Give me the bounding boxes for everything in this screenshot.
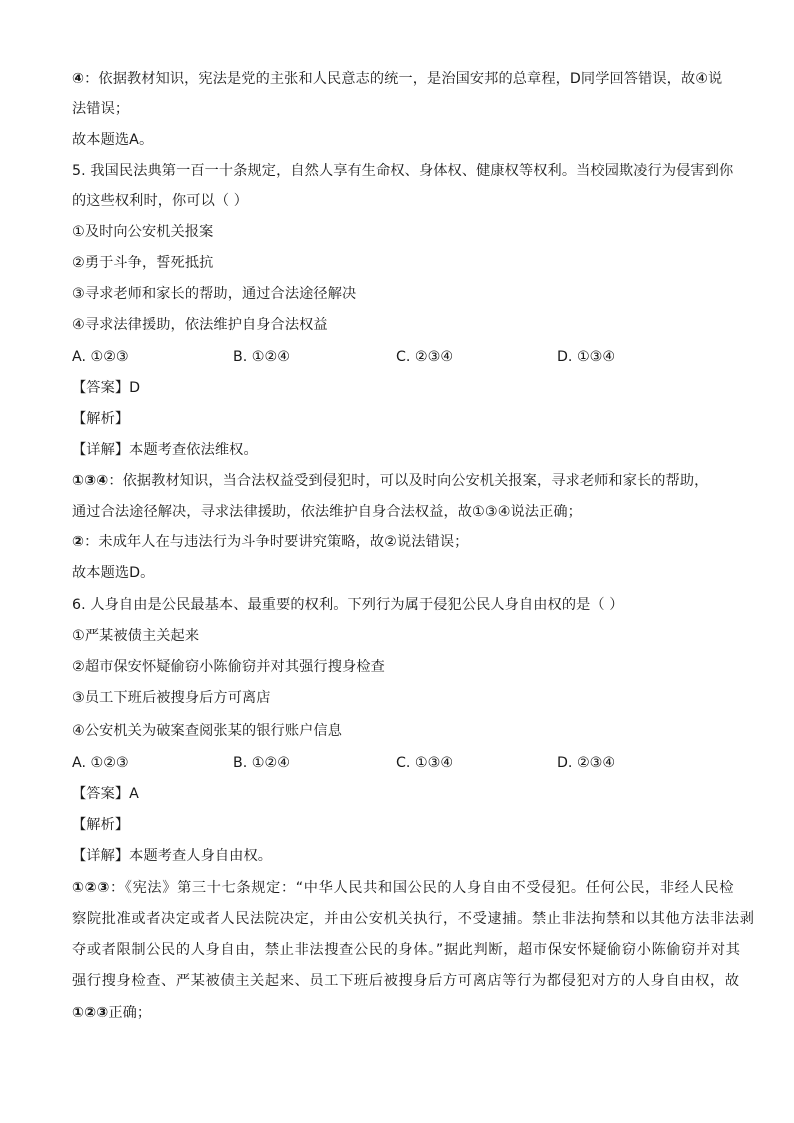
question-6-stem: 6. 人身自由是公民最基本、最重要的权利。下列行为属于侵犯公民人身自由权的是（ ） [72, 597, 624, 613]
statement-item: ②勇于斗争，誓死抵抗 [72, 255, 214, 271]
text-line: 故本题选A。 [72, 132, 154, 148]
statement-item: ②超市保安怀疑偷窃小陈偷窃并对其强行搜身检查 [72, 659, 385, 675]
statement-item: ④公安机关为破案查阅张某的银行账户信息 [72, 723, 342, 739]
text-line: ②：未成年人在与违法行为斗争时要讲究策略，故②说法错误； [72, 534, 469, 550]
answer-label: 【答案】A [72, 786, 139, 802]
detail-label: 【详解】本题考查依法维权。 [72, 442, 258, 458]
text-line: 法错误； [72, 101, 130, 117]
option-a: A. ①②③ [72, 349, 129, 365]
text-line: 强行搜身检查、严某被债主关起来、员工下班后被搜身后方可离店等行为都侵犯对方的人身自由权，故 [72, 973, 740, 989]
text-line: ①②③：《宪法》第三十七条规定：“中华人民共和国公民的人身自由不受侵犯。任何公民，非经人民检 [72, 880, 735, 896]
option-c: C. ①③④ [396, 755, 454, 771]
text-line: 夺或者限制公民的人身自由，禁止非法搜查公民的身体。”据此判断，超市保安怀疑偷窃小陈偷窃并对其 [72, 942, 741, 958]
text-line: ①②③正确； [72, 1005, 152, 1021]
statement-item: ③寻求老师和家长的帮助，通过合法途径解决 [72, 286, 357, 302]
option-d: D. ①③④ [557, 349, 616, 365]
answer-label: 【答案】D [72, 380, 141, 396]
option-d: D. ②③④ [557, 755, 616, 771]
analysis-label: 【解析】 [72, 411, 130, 427]
option-c: C. ②③④ [396, 349, 454, 365]
analysis-label: 【解析】 [72, 817, 130, 833]
question-5-stem-cont: 的这些权利时，你可以（ ） [72, 193, 249, 209]
option-a: A. ①②③ [72, 755, 129, 771]
text-line: ④：依据教材知识，宪法是党的主张和人民意志的统一，是治国安邦的总章程，D同学回答错误，故④说 [72, 71, 723, 87]
detail-label: 【详解】本题考查人身自由权。 [72, 848, 273, 864]
question-5-stem: 5. 我国民法典第一百一十条规定，自然人享有生命权、身体权、健康权等权利。当校园欺凌行为侵害到你 [72, 163, 734, 179]
statement-item: ①及时向公安机关报案 [72, 224, 214, 240]
statement-item: ③员工下班后被搜身后方可离店 [72, 690, 271, 706]
statement-item: ①严某被债主关起来 [72, 628, 200, 644]
text-line: 察院批准或者决定或者人民法院决定，并由公安机关执行，不受逮捕。禁止非法拘禁和以其他方法非法剥 [72, 911, 755, 927]
text-line: ①③④：依据教材知识，当合法权益受到侵犯时，可以及时向公安机关报案，寻求老师和家长的帮助， [72, 473, 709, 489]
text-line: 故本题选D。 [72, 565, 155, 581]
option-b: B. ①②④ [233, 755, 290, 771]
option-b: B. ①②④ [233, 349, 290, 365]
statement-item: ④寻求法律援助，依法维护自身合法权益 [72, 317, 328, 333]
text-line: 通过合法途径解决，寻求法律援助，依法维护自身合法权益，故①③④说法正确； [72, 504, 582, 520]
